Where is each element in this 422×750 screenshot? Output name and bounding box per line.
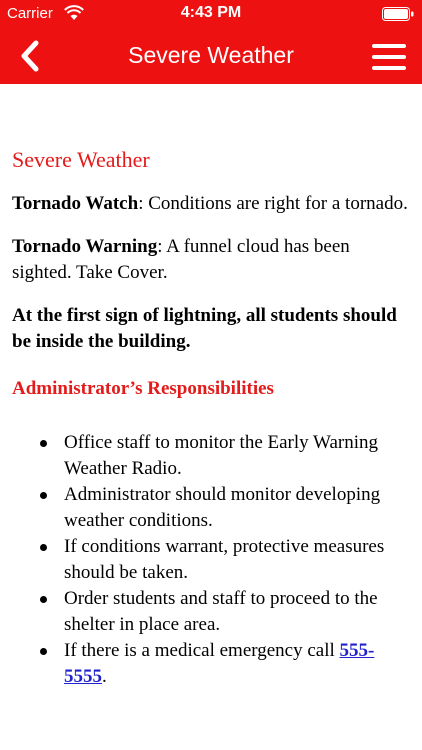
list-item-medical xyxy=(64,638,410,690)
article-content xyxy=(12,84,410,690)
tornado-warning-text: : A funnel cloud has been sighted. Take Cover. xyxy=(12,236,350,283)
page-heading: Severe Weather xyxy=(12,147,150,172)
navigation-bar xyxy=(0,28,422,84)
list-item: Administrator should monitor developing weather conditions. xyxy=(64,482,410,534)
hamburger-menu-icon xyxy=(372,55,406,59)
battery-icon xyxy=(382,7,414,21)
tornado-warning-term: Tornado Warning xyxy=(12,236,158,257)
tornado-watch-term: Tornado Watch xyxy=(12,193,139,214)
tornado-warning-paragraph xyxy=(12,234,410,286)
hamburger-menu-icon xyxy=(372,44,406,48)
nav-title: Severe Weather xyxy=(128,42,294,68)
menu-button[interactable] xyxy=(372,42,406,72)
back-button[interactable] xyxy=(14,38,50,74)
carrier-label: Carrier xyxy=(7,5,53,22)
list-item: If conditions warrant, protective measures should be taken. xyxy=(64,534,410,586)
tornado-watch-text: : Conditions are right for a tornado. xyxy=(138,193,408,214)
list-item: Order students and staff to proceed to the shelter in place area. xyxy=(64,586,410,638)
medical-emergency-text: If there is a medical emergency call xyxy=(64,640,340,661)
lightning-notice xyxy=(12,303,410,355)
admin-responsibilities-heading: Administrator’s Responsibilities xyxy=(12,378,274,399)
lightning-notice-text: At the first sign of lightning, all students should be inside the building. xyxy=(12,305,397,352)
tornado-watch-paragraph xyxy=(12,191,410,217)
chevron-left-icon xyxy=(14,38,50,74)
phone-link[interactable]: 555-5555 xyxy=(64,640,375,687)
status-bar xyxy=(0,0,422,28)
medical-end: . xyxy=(102,666,107,687)
list-item: Office staff to monitor the Early Warning Weather Radio. xyxy=(64,430,410,482)
hamburger-menu-icon xyxy=(372,66,406,70)
responsibilities-list xyxy=(12,430,410,690)
status-time: 4:43 PM xyxy=(180,4,242,21)
